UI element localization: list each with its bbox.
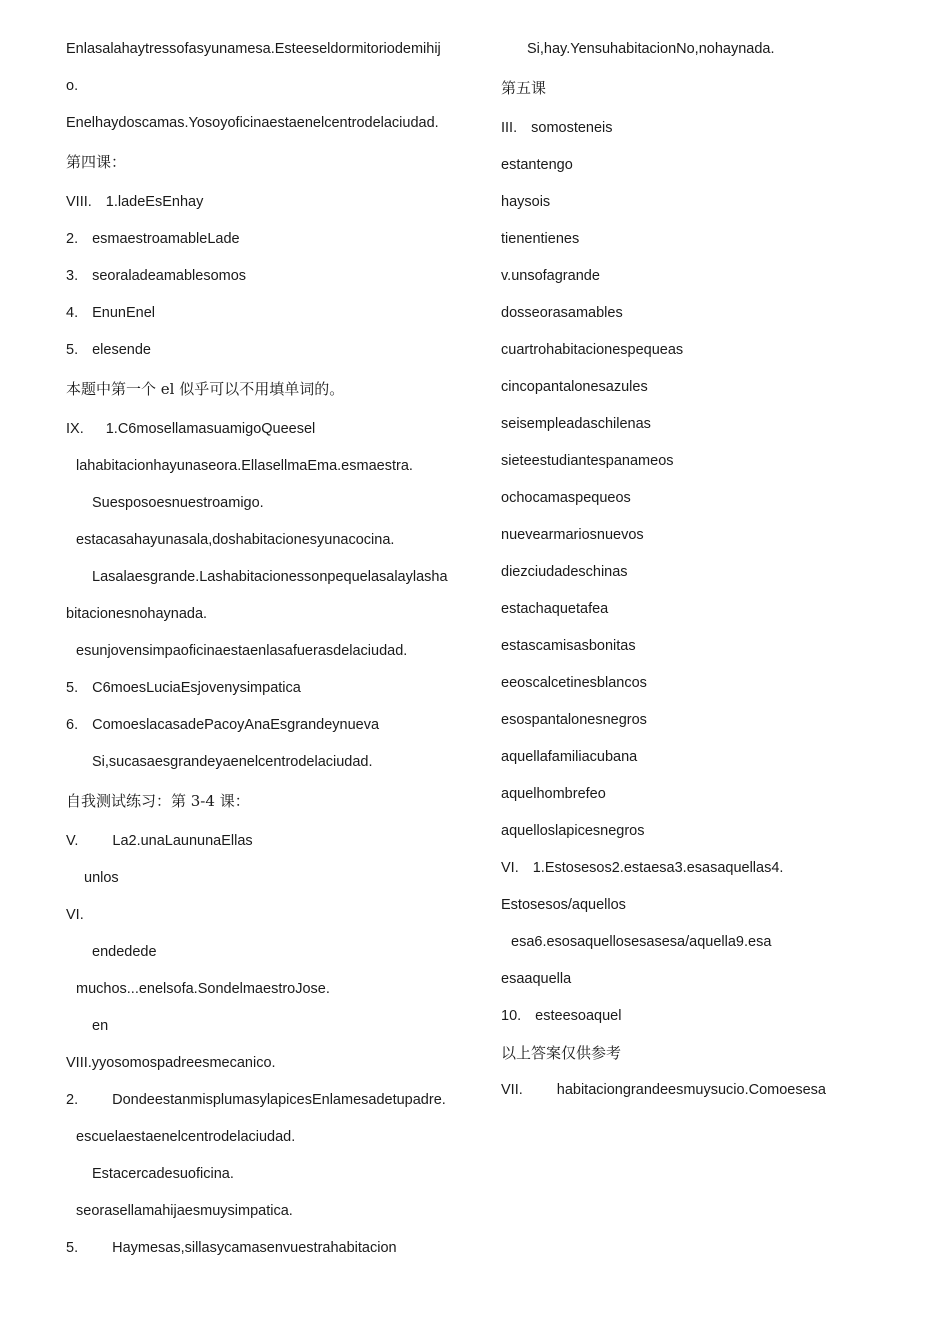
answer-text: La2.unaLaununaEllas xyxy=(112,833,253,849)
text-line: Enelhaydoscamas.Yosoyoficinaestaenelcentrodelaciudad. xyxy=(66,115,439,131)
answer-text: somosteneis xyxy=(531,120,613,136)
text-line: lahabitacionhayunaseora.EllasellmaEma.esmaestra. xyxy=(76,458,413,474)
answer-text: EnunEnel xyxy=(92,305,155,321)
answer-text: elesende xyxy=(92,342,151,358)
list-item: sieteestudiantespanameos xyxy=(501,453,674,469)
text-line: Suesposoesnuestroamigo. xyxy=(92,495,264,511)
text-line: esunjovensimpaoficinaestaenlasafuerasdelaciudad. xyxy=(76,643,408,659)
text-line: VIII.yyosomospadreesmecanico. xyxy=(66,1055,276,1071)
section-heading-self-test: 自我测试练习：第 3-4 课： xyxy=(66,792,250,810)
list-item: estantengo xyxy=(501,157,573,173)
exercise-number: VII. xyxy=(501,1082,523,1098)
exercise-number: VIII. xyxy=(66,194,92,210)
list-item: ochocamaspequeos xyxy=(501,490,631,506)
numbered-line xyxy=(66,300,476,337)
exercise-number: V. xyxy=(66,833,79,849)
numbered-line xyxy=(66,675,476,712)
text-line: Lasalaesgrande.Lashabitacionessonpequelasalaylasha xyxy=(92,569,448,585)
list-item: tienentienes xyxy=(501,231,580,247)
numbered-line xyxy=(66,712,476,749)
list-item: aquellafamiliacubana xyxy=(501,749,638,765)
text-line: en xyxy=(92,1018,109,1034)
list-item: aquelloslapicesnegros xyxy=(501,823,645,839)
answer-text: Haymesas,sillasycamasenvuestrahabitacion xyxy=(112,1240,397,1256)
item-number: 5. xyxy=(66,1240,79,1256)
left-column xyxy=(66,36,476,1272)
item-number: 10. xyxy=(501,1008,522,1024)
exercise-number: VI. xyxy=(66,907,84,923)
exercise-vii-line xyxy=(501,1077,901,1114)
text-line: escuelaestaenelcentrodelaciudad. xyxy=(76,1129,296,1145)
numbered-line xyxy=(66,1235,476,1272)
numbered-line xyxy=(501,1003,901,1040)
text-line: seorasellamahijaesmuysimpatica. xyxy=(76,1203,293,1219)
exercise-ix-line xyxy=(66,416,476,453)
item-number: 6. xyxy=(66,717,79,733)
text-line: estacasahayunasala,doshabitacionesyunacocina. xyxy=(76,532,395,548)
list-item: cincopantalonesazules xyxy=(501,379,648,395)
answer-text: 1.Estosesos2.estaesa3.esasaquellas4. xyxy=(532,860,784,876)
exercise-number: VI. xyxy=(501,860,519,876)
answer-text: 1.ladeEsEnhay xyxy=(105,194,204,210)
numbered-line xyxy=(66,226,476,263)
text-line: bitacionesnohaynada. xyxy=(66,606,208,622)
exercise-v-line xyxy=(66,828,476,865)
text-line: Enlasalahaytressofasyunamesa.Esteeseldormitoriodemihij xyxy=(66,41,441,57)
reference-note: 以上答案仅供参考 xyxy=(501,1044,622,1062)
list-item: diezciudadeschinas xyxy=(501,564,628,580)
list-item: aquelhombrefeo xyxy=(501,786,606,802)
text-line: Estosesos/aquellos xyxy=(501,897,626,913)
answer-text: 1.C6mosellamasuamigoQueesel xyxy=(105,421,316,437)
answer-text: ComoeslacasadePacoyAnaEsgrandeynueva xyxy=(92,717,380,733)
answer-text: esmaestroamableLade xyxy=(92,231,240,247)
item-number: 2. xyxy=(66,1092,79,1108)
text-line: unlos xyxy=(84,870,119,886)
answer-text: esteesoaquel xyxy=(535,1008,622,1024)
list-item: estachaquetafea xyxy=(501,601,609,617)
text-line: o. xyxy=(66,78,79,94)
list-item: nuevearmariosnuevos xyxy=(501,527,644,543)
text-line: esa6.esosaquellosesasesa/aquella9.esa xyxy=(511,934,772,950)
exercise-vi-line xyxy=(501,855,901,892)
list-item: dosseorasamables xyxy=(501,305,623,321)
list-item: v.unsofagrande xyxy=(501,268,600,284)
exercise-iii-line xyxy=(501,115,901,152)
text-line: Estacercadesuoficina. xyxy=(92,1166,234,1182)
text-line: esaaquella xyxy=(501,971,572,987)
answer-text: habitaciongrandeesmuysucio.Comoesesa xyxy=(556,1082,826,1098)
item-number: 5. xyxy=(66,342,79,358)
exercise-viii-line xyxy=(66,189,476,226)
answer-text: C6moesLuciaEsjovenysimpatica xyxy=(92,680,301,696)
answer-text: seoraladeamablesomos xyxy=(92,268,247,284)
section-heading-lesson-4: 第四课： xyxy=(66,153,127,171)
item-number: 2. xyxy=(66,231,79,247)
text-line: muchos...enelsofa.SondelmaestroJose. xyxy=(76,981,330,997)
numbered-line xyxy=(66,337,476,374)
list-item: haysois xyxy=(501,194,551,210)
text-line: endedede xyxy=(92,944,157,960)
numbered-line xyxy=(66,1087,476,1124)
item-number: 5. xyxy=(66,680,79,696)
numbered-line xyxy=(66,263,476,300)
list-item: eeoscalcetinesblancos xyxy=(501,675,647,691)
list-item: esospantalonesnegros xyxy=(501,712,647,728)
item-number: 3. xyxy=(66,268,79,284)
exercise-number: III. xyxy=(501,120,518,136)
text-line: Si,sucasaesgrandeyaenelcentrodelaciudad. xyxy=(92,754,373,770)
note-text: 本题中第一个 el 似乎可以不用填单词的。 xyxy=(66,380,345,398)
section-heading-lesson-5: 第五课 xyxy=(501,79,547,97)
text-line: Si,hay.YensuhabitacionNo,nohaynada. xyxy=(527,41,775,57)
list-item: estascamisasbonitas xyxy=(501,638,636,654)
item-number: 4. xyxy=(66,305,79,321)
list-item: cuartrohabitacionespequeas xyxy=(501,342,684,358)
exercise-number: IX. xyxy=(66,421,84,437)
answer-text: DondeestanmisplumasylapicesEnlamesadetupadre. xyxy=(112,1092,446,1108)
list-item: seisempleadaschilenas xyxy=(501,416,651,432)
right-column xyxy=(501,36,901,1114)
